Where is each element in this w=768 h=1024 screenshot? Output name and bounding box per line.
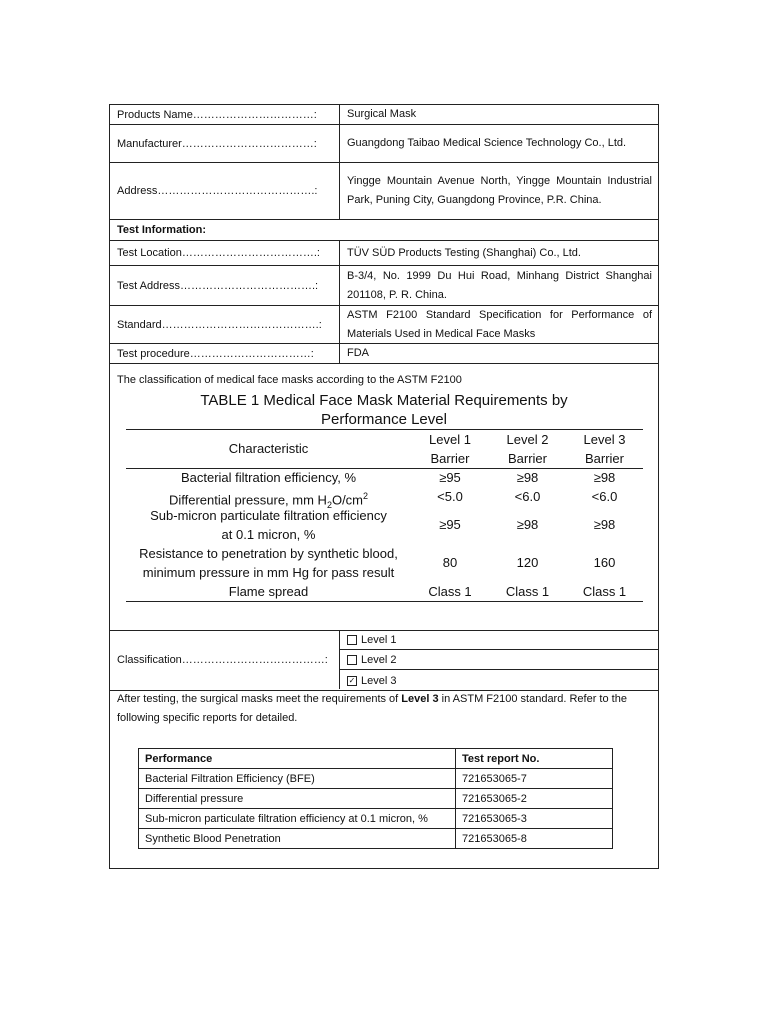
- pfe-line1: Sub-micron particulate filtration efficiency: [150, 508, 387, 523]
- table-row: [139, 769, 613, 789]
- table1-bottom-rule: [126, 601, 643, 602]
- report-number: 721653065-7: [456, 769, 613, 789]
- table-row: [139, 829, 613, 849]
- report-frame: [109, 104, 659, 869]
- blood-line2: minimum pressure in mm Hg for pass result: [142, 565, 395, 580]
- table1-header-level1: [411, 430, 489, 468]
- table1-row-flame-level3: Class 1: [582, 584, 627, 599]
- table1-row-bfe-level3: ≥98: [593, 470, 616, 485]
- pressure-text-b: O/cm: [331, 492, 364, 508]
- conclusion-post: in ASTM F2100 standard. Refer to the following specific reports for detailed.: [117, 693, 627, 724]
- report-performance: Sub-micron particulate filtration efficiency at 0.1 micron, %: [139, 809, 456, 829]
- table1-row-blood-level1: 80: [442, 555, 458, 570]
- manufacturer-value: Guangdong Taibao Medical Science Technology Co., Ltd.: [347, 137, 627, 149]
- test-row-address: [110, 266, 658, 306]
- report-number: 721653065-8: [456, 829, 613, 849]
- reports-header-row: [139, 749, 613, 769]
- test-address-label: Test Address……………………………….:: [110, 266, 340, 305]
- table1-row-bfe-level1: ≥95: [439, 470, 461, 485]
- info-row-manufacturer: [110, 125, 658, 163]
- classification-intro: The classification of medical face masks according to the ASTM F2100: [117, 374, 462, 386]
- classification-label: Classification…………………………………:: [110, 631, 340, 689]
- table1-row-pfe-level1: ≥95: [439, 517, 461, 532]
- level1-checkbox-icon: [347, 635, 357, 645]
- table1-row-blood-level3: 160: [593, 555, 616, 570]
- table1-header-characteristic: Characteristic: [228, 441, 309, 456]
- classification-option-level1: [340, 631, 658, 650]
- test-row-location: [110, 241, 658, 266]
- level1-label: Level 1: [429, 432, 471, 447]
- level3-checked-checkbox-icon: ✓: [348, 675, 356, 685]
- level1-barrier: Barrier: [430, 451, 470, 466]
- pressure-subscript: 2: [326, 499, 332, 510]
- table1-row-bfe-level2: ≥98: [516, 470, 539, 485]
- standard-value: ASTM F2100 Standard Specification for Performance of Materials Used in Medical Face Masks: [347, 308, 652, 340]
- table1-row-blood-characteristic: [126, 544, 411, 582]
- product-name-label: Products Name……………………………:: [110, 105, 340, 124]
- pfe-line2: at 0.1 micron, %: [221, 527, 316, 542]
- level2-checkbox-icon: [347, 655, 357, 665]
- table1-row-flame-characteristic: Flame spread: [228, 584, 309, 599]
- table1-row-pfe-level3: ≥98: [593, 517, 616, 532]
- table1-row-pfe-characteristic: [126, 506, 411, 544]
- table1-row-pfe-level2: ≥98: [516, 517, 539, 532]
- test-location-value: TÜV SÜD Products Testing (Shanghai) Co., Ltd.: [347, 246, 581, 259]
- report-performance: Differential pressure: [139, 789, 456, 809]
- test-procedure-label: Test procedure……………………………:: [110, 344, 340, 363]
- table1-row-pressure-level1: <5.0: [437, 489, 463, 504]
- table-row: [139, 789, 613, 809]
- test-information-heading-row: [110, 220, 658, 241]
- level3-option-label: Level 3: [361, 674, 397, 687]
- classification-option-level2: [340, 651, 658, 670]
- table1-row-flame-level2: Class 1: [505, 584, 550, 599]
- standard-label: Standard…………………………………….:: [110, 306, 340, 343]
- conclusion-pre: After testing, the surgical masks meet the requirements of: [117, 693, 402, 705]
- reports-header-performance: Performance: [139, 749, 456, 769]
- level2-barrier: Barrier: [507, 451, 547, 466]
- test-reports-table: [138, 748, 613, 849]
- table1-row-pressure-level3: <6.0: [591, 489, 618, 504]
- test-procedure-value: FDA: [347, 347, 369, 359]
- manufacturer-label: Manufacturer………………………………:: [110, 125, 340, 162]
- test-row-procedure: [110, 344, 658, 364]
- report-performance: Bacterial Filtration Efficiency (BFE): [139, 769, 456, 789]
- report-number: 721653065-2: [456, 789, 613, 809]
- blood-line1: Resistance to penetration by synthetic blood,: [139, 546, 398, 561]
- table1-row-blood-level2: 120: [516, 555, 539, 570]
- test-location-label: Test Location……………………………….:: [110, 241, 340, 265]
- level1-option-label: Level 1: [361, 634, 397, 646]
- table1-row-pressure-level2: <6.0: [514, 489, 541, 504]
- test-row-standard: [110, 306, 658, 344]
- level3-barrier: Barrier: [584, 451, 624, 466]
- table-row: [139, 809, 613, 829]
- report-performance: Synthetic Blood Penetration: [139, 829, 456, 849]
- table1-header-level2: [489, 430, 566, 468]
- level2-label: Level 2: [506, 432, 549, 447]
- table1-header-level3: [566, 430, 643, 468]
- table1-title-line2: Performance Level: [321, 411, 447, 428]
- conclusion-level: Level 3: [401, 693, 439, 705]
- info-row-address: [110, 163, 658, 220]
- table1-row-bfe-characteristic: Bacterial filtration efficiency, %: [180, 470, 357, 485]
- address-label: Address…………………………………….:: [110, 163, 340, 219]
- table1-title: [110, 391, 658, 429]
- level3-label: Level 3: [583, 432, 626, 447]
- pressure-superscript: 2: [363, 491, 369, 501]
- product-name-value: Surgical Mask: [347, 108, 417, 120]
- table1-title-line1: TABLE 1 Medical Face Mask Material Requirements by: [200, 392, 568, 409]
- reports-header-report-no: Test report No.: [456, 749, 613, 769]
- test-address-value: B-3/4, No. 1999 Du Hui Road, Minhang District Shanghai 201108, P. R. China.: [347, 269, 652, 301]
- report-number: 721653065-3: [456, 809, 613, 829]
- info-row-product-name: [110, 105, 658, 125]
- address-value: Yingge Mountain Avenue North, Yingge Mountain Industrial Park, Puning City, Guangdong Province, P.R. China.: [347, 175, 652, 206]
- conclusion-text: [117, 690, 655, 728]
- level2-option-label: Level 2: [361, 654, 397, 666]
- pressure-text-a: Differential pressure, mm H: [168, 492, 327, 508]
- test-information-heading: Test Information:: [117, 224, 207, 236]
- table1-row-flame-level1: Class 1: [428, 584, 472, 599]
- classification-option-level3: [340, 671, 658, 690]
